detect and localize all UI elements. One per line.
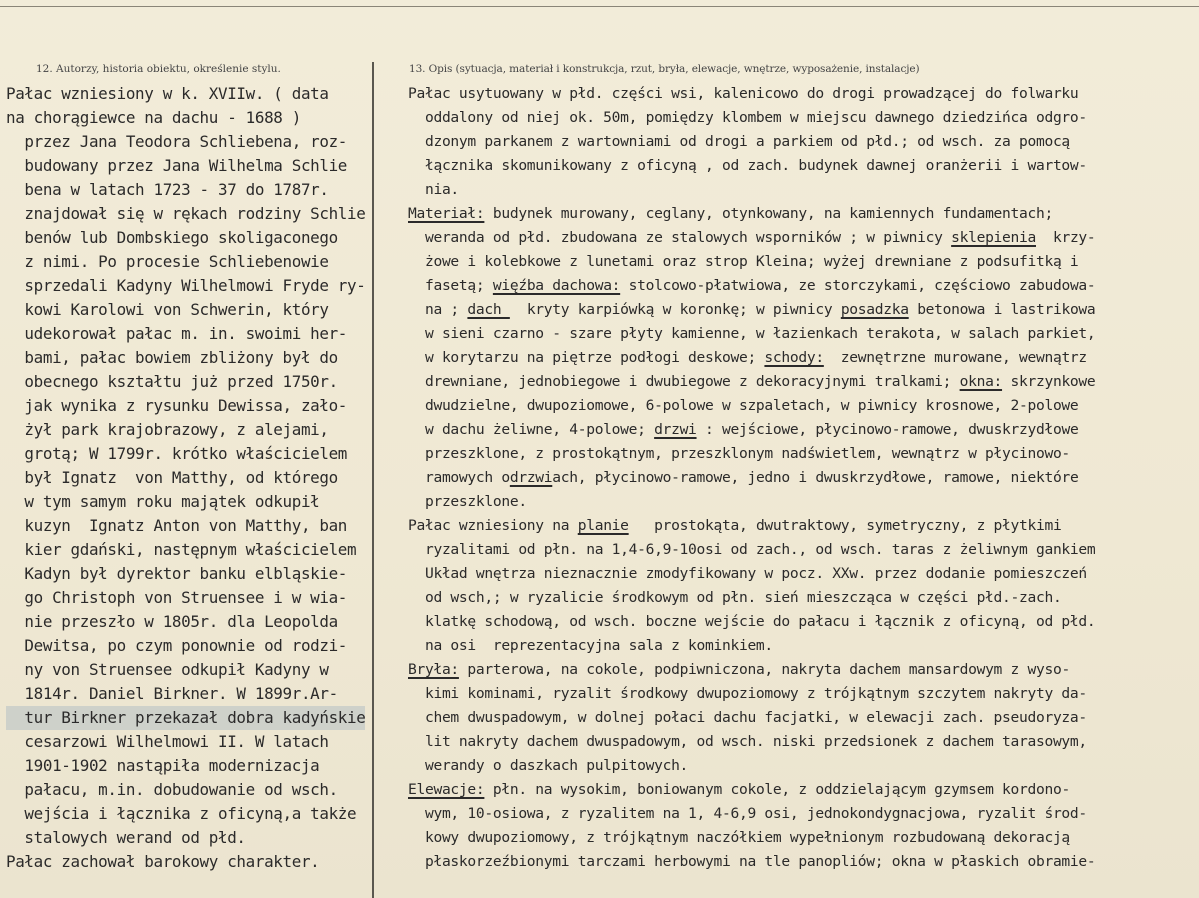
text-line: nie przeszło w 1805r. dla Leopolda xyxy=(6,612,338,631)
history-section-heading: 12. Autorzy, historia obiektu, określenie stylu. xyxy=(36,63,281,75)
text-line: jak wynika z rysunku Dewissa, zało- xyxy=(6,396,348,415)
text-line: kowi Karolowi von Schwerin, który xyxy=(6,300,329,319)
text-line: kuzyn Ignatz Anton von Matthy, ban xyxy=(6,516,348,535)
text-line: na osi reprezentacyjna sala z kominkiem. xyxy=(408,637,773,654)
text-line: od wsch,; w ryzalicie środkowym od płn. sień mieszcząca w części płd.-zach. xyxy=(408,589,1062,606)
text-line: przez Jana Teodora Schliebena, roz- xyxy=(6,132,348,151)
text-line: oddalony od niej ok. 50m, pomiędzy klombem w miejscu dawnego dziedzińca odgro- xyxy=(408,109,1087,126)
text-line: chem dwuspadowym, w dolnej połaci dachu facjatki, w elewacji zach. pseudoryza- xyxy=(408,709,1087,726)
text-line: był Ignatz von Matthy, od którego xyxy=(6,468,338,487)
description-text-column xyxy=(408,82,1095,874)
text-line: płaskorzeźbionymi tarczami herbowymi na tle panopliów; okna w płaskich obramie- xyxy=(408,853,1096,870)
text-line: Pałac usytuowany w płd. części wsi, kalenicowo do drogi prowadzącej do folwarku xyxy=(408,85,1079,102)
underlined-term: więźba dachowa: xyxy=(492,277,621,294)
underlined-term: drzwi xyxy=(509,469,553,486)
text-line: udekorował pałac m. in. swoimi her- xyxy=(6,324,348,343)
text-line: benów lub Dombskiego skoligaconego xyxy=(6,228,338,247)
text-line: w korytarzu na piętrze podłogi deskowe; schody: zewnętrzne murowane, wewnątrz xyxy=(408,349,1087,366)
text-line: tur Birkner przekazał dobra kadyńskie xyxy=(6,706,365,730)
text-line: weranda od płd. zbudowana ze stalowych wsporników ; w piwnicy sklepienia krzy- xyxy=(408,229,1096,246)
underlined-term: planie xyxy=(577,517,629,534)
underlined-term: Materiał: xyxy=(408,205,485,222)
text-line: lit nakryty dachem dwuspadowym, od wsch. niski przedsionek z dachem tarasowym, xyxy=(408,733,1087,750)
text-line: drewniane, jednobiegowe i dwubiegowe z dekoracyjnymi tralkami; okna: skrzynkowe xyxy=(408,373,1096,390)
underlined-term: posadzka xyxy=(840,301,909,318)
text-line: Elewacje: płn. na wysokim, boniowanym cokole, z oddzielającym gzymsem kordono- xyxy=(408,781,1070,798)
text-line: Układ wnętrza nieznacznie zmodyfikowany w pocz. XXw. przez dodanie pomieszczeń xyxy=(408,565,1087,582)
text-line: Pałac wzniesiony na planie prostokąta, dwutraktowy, symetryczny, z płytkimi xyxy=(408,517,1062,534)
text-line: wym, 10-osiowa, z ryzalitem na 1, 4-6,9 osi, jednokondygnacjowa, ryzalit środ- xyxy=(408,805,1087,822)
text-line: Pałac zachował barokowy charakter. xyxy=(6,852,320,871)
text-line: wejścia i łącznika z oficyną,a także xyxy=(6,804,357,823)
underlined-term: sklepienia xyxy=(951,229,1036,246)
text-line: nia. xyxy=(408,181,459,198)
text-line: w tym samym roku majątek odkupił xyxy=(6,492,320,511)
text-line: ramowych odrzwiach, płycinowo-ramowe, jedno i dwuskrzydłowe, ramowe, niektóre xyxy=(408,469,1079,486)
text-line: w dachu żeliwne, 4-polowe; drzwi : wejściowe, płycinowo-ramowe, dwuskrzydłowe xyxy=(408,421,1079,438)
text-line: sprzedali Kadyny Wilhelmowi Fryde ry- xyxy=(6,276,366,295)
underlined-term: schody: xyxy=(764,349,824,366)
text-line: budowany przez Jana Wilhelma Schlie xyxy=(6,156,348,175)
text-line: bami, pałac bowiem zbliżony był do xyxy=(6,348,338,367)
underlined-term: dach xyxy=(467,301,510,318)
text-line: Kadyn był dyrektor banku elbląskie- xyxy=(6,564,348,583)
text-line: grotą; W 1799r. krótko właścicielem xyxy=(6,444,348,463)
text-line: w sieni czarno - szare płyty kamienne, w łazienkach terakota, w salach parkiet, xyxy=(408,325,1096,342)
text-line: przeszklone. xyxy=(408,493,527,510)
text-line: z nimi. Po procesie Schliebenowie xyxy=(6,252,329,271)
text-line: pałacu, m.in. dobudowanie od wsch. xyxy=(6,780,338,799)
text-line: fasetą; więźba dachowa: stolcowo-płatwiowa, ze storczykami, częściowo zabudowa- xyxy=(408,277,1096,294)
text-line: łącznika skomunikowany z oficyną , od zach. budynek dawnej oranżerii i wartow- xyxy=(408,157,1087,174)
form-top-border xyxy=(0,6,1199,7)
text-line: cesarzowi Wilhelmowi II. W latach xyxy=(6,732,329,751)
text-line: obecnego kształtu już przed 1750r. xyxy=(6,372,338,391)
text-line: werandy o daszkach pulpitowych. xyxy=(408,757,689,774)
text-line: kowy dwupoziomowy, z trójkątnym naczółkiem wypełnionym rozbudowaną dekoracją xyxy=(408,829,1070,846)
text-line: dzonym parkanem z wartowniami od drogi a parkiem od płd.; od wsch. za pomocą xyxy=(408,133,1070,150)
text-line: 1901-1902 nastąpiła modernizacja xyxy=(6,756,320,775)
underlined-term: okna: xyxy=(959,373,1003,390)
text-line: stalowych werand od płd. xyxy=(6,828,246,847)
text-line: kier gdański, następnym właścicielem xyxy=(6,540,357,559)
text-line: Dewitsa, po czym ponownie od rodzi- xyxy=(6,636,348,655)
history-text-column xyxy=(6,82,365,874)
text-line: przeszklone, z prostokątnym, przeszklonym nadświetlem, wewnątrz w płycinowo- xyxy=(408,445,1070,462)
underlined-term: Elewacje: xyxy=(408,781,485,798)
description-section-heading: 13. Opis (sytuacja, materiał i konstrukcja, rzut, bryła, elewacje, wnętrze, wyposażenie, instalacje) xyxy=(409,63,920,75)
text-line: na chorągiewce na dachu - 1688 ) xyxy=(6,108,301,127)
text-line: ryzalitami od płn. na 1,4-6,9-10osi od zach., od wsch. taras z żeliwnym gankiem xyxy=(408,541,1096,558)
text-line: Bryła: parterowa, na cokole, podpiwniczona, nakryta dachem mansardowym z wyso- xyxy=(408,661,1070,678)
text-line: żył park krajobrazowy, z alejami, xyxy=(6,420,329,439)
text-line: ny von Struensee odkupił Kadyny w xyxy=(6,660,329,679)
text-line: klatkę schodową, od wsch. boczne wejście do pałacu i łącznik z oficyną, od płd. xyxy=(408,613,1096,630)
text-line: znajdował się w rękach rodziny Schlie xyxy=(6,204,366,223)
text-line: bena w latach 1723 - 37 do 1787r. xyxy=(6,180,329,199)
text-line: 1814r. Daniel Birkner. W 1899r.Ar- xyxy=(6,684,338,703)
text-line: Pałac wzniesiony w k. XVIIw. ( data xyxy=(6,84,329,103)
column-divider xyxy=(372,62,374,898)
text-line: go Christoph von Struensee i w wia- xyxy=(6,588,348,607)
text-line: kimi kominami, ryzalit środkowy dwupoziomowy z trójkątnym szczytem nakryty da- xyxy=(408,685,1087,702)
text-line: żowe i kolebkowe z lunetami oraz strop Kleina; wyżej drewniane z podsufitką i xyxy=(408,253,1079,270)
text-line: na ; dach kryty karpiówką w koronkę; w piwnicy posadzka betonowa i lastrikowa xyxy=(408,301,1096,318)
text-line: dwudzielne, dwupoziomowe, 6-polowe w szpaletach, w piwnicy krosnowe, 2-polowe xyxy=(408,397,1079,414)
underlined-term: Bryła: xyxy=(408,661,459,678)
text-line: Materiał: budynek murowany, ceglany, otynkowany, na kamiennych fundamentach; xyxy=(408,205,1053,222)
underlined-term: drzwi xyxy=(654,421,697,438)
